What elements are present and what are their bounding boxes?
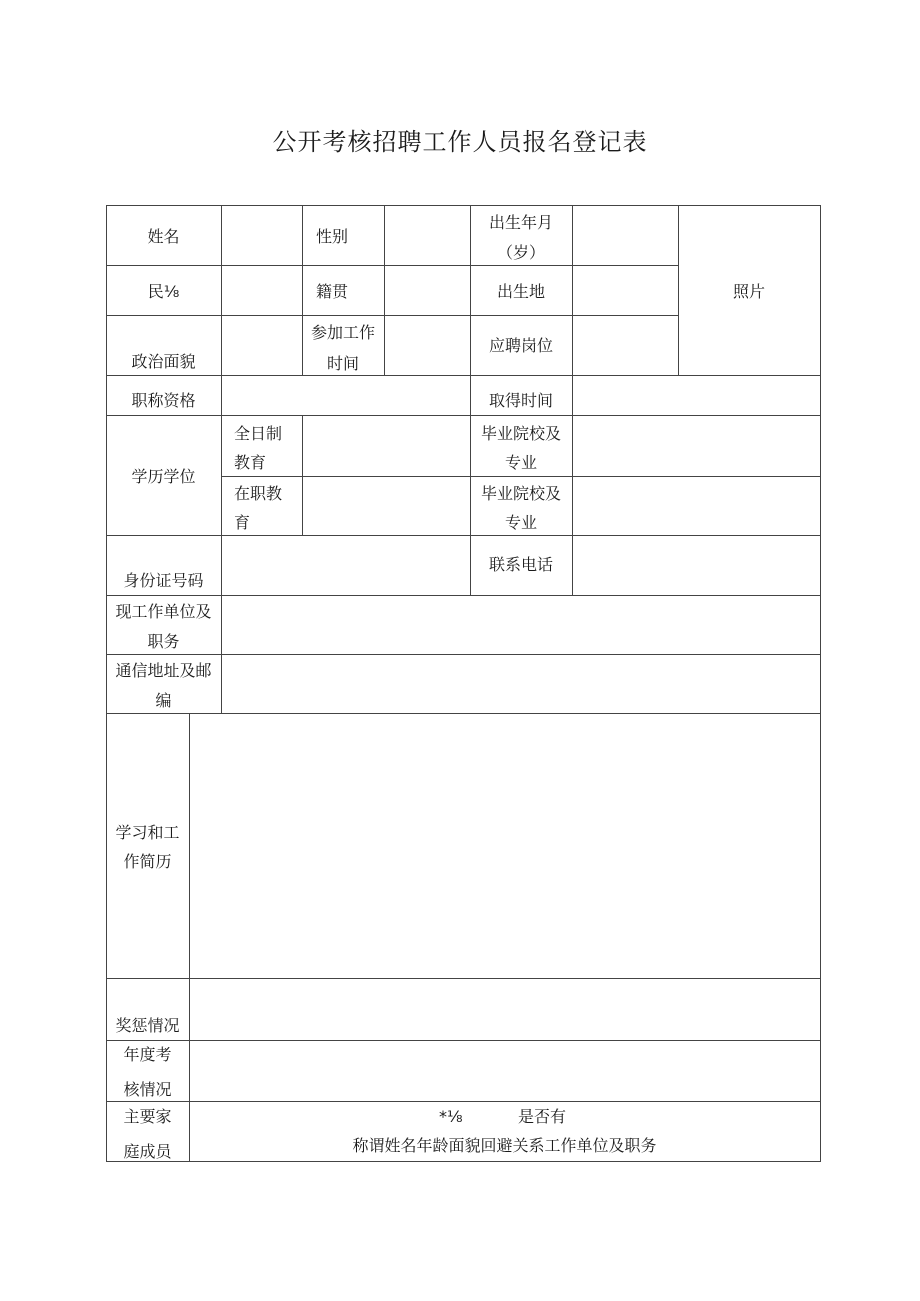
family-header-2: 称谓姓名年龄面貌回避关系工作单位及职务 [352,1136,657,1155]
fulltime-label-1: 全日制 [234,424,283,443]
family-header-1a: *⅛ [439,1107,463,1126]
gender-label: 性别 [315,227,348,246]
school-major-label-1b: 专业 [504,453,537,472]
name-label: 姓名 [147,227,180,246]
family-label-1: 主要家 [123,1107,172,1126]
fulltime-label-2: 教育 [234,453,267,472]
work-start-label-2: 时间 [326,354,359,373]
school-major-label-2a: 毕业院校及 [480,484,561,503]
obtained-time-label: 取得时间 [488,391,553,410]
id-number-label: 身份证号码 [123,571,204,590]
current-job-label-1: 现工作单位及 [115,602,212,621]
phone-label: 联系电话 [488,555,553,574]
rewards-label: 奖惩情况 [115,1016,180,1035]
work-start-label-1: 参加工作 [310,323,375,342]
page-title: 公开考核招聘工作人员报名登记表 [272,128,648,156]
address-label-1: 通信地址及邮 [115,661,212,680]
family-label-2: 庭成员 [123,1142,172,1161]
address-label-2: 编 [155,691,172,710]
school-major-label-2b: 专业 [504,513,537,532]
ethnicity-label: 民⅛ [147,282,180,301]
birth-age-label: （岁） [496,243,545,262]
annual-review-label-2: 核情况 [123,1080,172,1099]
applied-position-label: 应聘岗位 [488,336,553,355]
family-header-1b: 是否有 [518,1107,567,1126]
photo-label: 照片 [732,282,765,301]
education-degree-label: 学历学位 [131,467,196,486]
political-status-label: 政治面貌 [131,352,196,371]
native-place-label: 籍贯 [315,282,348,301]
current-job-label-2: 职务 [147,632,180,651]
inservice-label-1: 在职教 [234,484,283,503]
school-major-label-1a: 毕业院校及 [480,424,561,443]
resume-label-1: 学习和工 [115,823,180,842]
professional-title-label: 职称资格 [131,391,196,410]
inservice-label-2: 育 [234,513,251,532]
birth-date-label: 出生年月 [488,213,553,232]
birthplace-label: 出生地 [496,282,545,301]
annual-review-label-1: 年度考 [123,1045,172,1064]
resume-label-2: 作简历 [123,852,172,871]
